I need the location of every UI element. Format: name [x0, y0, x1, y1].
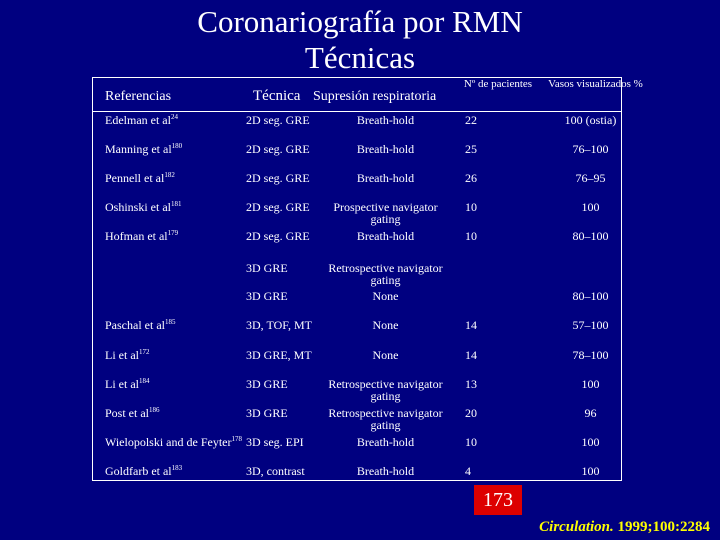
reference-name: Edelman et al: [105, 113, 171, 127]
table-cell-respiratory-suppression: Breath-hold: [356, 113, 415, 127]
header-divider: [93, 111, 621, 112]
table-cell-reference: [105, 349, 149, 361]
reference-number: 182: [164, 171, 175, 179]
table-cell-vessels: 100: [581, 464, 600, 478]
reference-number: 24: [170, 113, 178, 121]
table-cell-technique: 3D, contrast: [246, 464, 305, 478]
table-cell-respiratory-suppression: Breath-hold: [356, 171, 415, 185]
slide-title-line2: Técnicas: [304, 40, 416, 75]
table-cell-reference: [105, 172, 175, 184]
table-cell-vessels: 76–95: [575, 171, 606, 185]
techniques-table: [92, 77, 643, 481]
page-number-badge: 173: [474, 485, 522, 515]
table-cell-vessels: 76–100: [572, 142, 609, 156]
table-cell-technique: 3D GRE: [246, 377, 288, 391]
table-cell-vessels: 80–100: [572, 229, 609, 243]
reference-number: 184: [138, 377, 150, 385]
table-cell-technique: 2D seg. GRE: [246, 171, 310, 185]
table-cell-patients: 26: [465, 171, 477, 185]
reference-name: Pennell et al: [105, 171, 165, 185]
table-cell-reference: [105, 465, 182, 477]
table-cell-respiratory-suppression: Breath-hold: [356, 229, 415, 243]
reference-name: Goldfarb et al: [105, 464, 172, 478]
table-cell-vessels: 100 (ostia): [564, 113, 617, 127]
table-cell-reference: [105, 407, 160, 419]
reference-number: 178: [231, 435, 242, 443]
table-cell-technique: 3D GRE: [246, 289, 288, 303]
table-cell-patients: 20: [465, 406, 477, 420]
table-cell-technique: 3D GRE: [246, 406, 288, 420]
table-cell-vessels: 78–100: [572, 348, 609, 362]
table-cell-respiratory-suppression: None: [372, 318, 399, 332]
header-supresion: Supresión respiratoria: [313, 89, 437, 104]
table-cell-technique: 2D seg. GRE: [246, 229, 310, 243]
citation-journal: Circulation.: [539, 519, 614, 535]
table-cell-vessels: 100: [581, 435, 600, 449]
table-cell-respiratory-suppression: Breath-hold: [356, 464, 415, 478]
table-cell-respiratory-suppression: Retrospective navigator gating: [328, 406, 443, 432]
reference-number: 186: [149, 406, 160, 414]
table-cell-reference: [105, 436, 245, 448]
citation: [539, 519, 710, 536]
reference-number: 181: [171, 200, 182, 208]
reference-name: Li et al: [105, 348, 139, 362]
table-cell-patients: 14: [465, 318, 477, 332]
reference-name: Wielopolski and de Feyter: [105, 435, 232, 449]
table-cell-technique: 3D, TOF, MT: [246, 318, 312, 332]
table-cell-patients: 22: [465, 113, 477, 127]
table-cell-respiratory-suppression: Prospective navigator gating: [333, 200, 438, 226]
table-cell-patients: 10: [465, 229, 477, 243]
table-cell-respiratory-suppression: Breath-hold: [356, 435, 415, 449]
reference-name: Hofman et al: [105, 229, 168, 243]
reference-number: 183: [171, 464, 183, 472]
table-cell-reference: [105, 114, 178, 126]
table-cell-respiratory-suppression: None: [372, 348, 399, 362]
reference-name: Post et al: [105, 406, 149, 420]
table-cell-technique: 2D seg. GRE: [246, 113, 310, 127]
reference-number: 185: [164, 318, 176, 326]
table-cell-reference: [105, 378, 149, 390]
header-referencias: Referencias: [105, 89, 172, 104]
citation-details: 1999;100:2284: [613, 519, 710, 535]
table-cell-vessels: 100: [581, 377, 600, 391]
table-cell-reference: [105, 319, 175, 331]
table-cell-patients: 4: [465, 464, 471, 478]
header-tecnica: Técnica: [253, 88, 301, 104]
table-cell-respiratory-suppression: Breath-hold: [356, 142, 415, 156]
table-cell-respiratory-suppression: None: [372, 289, 399, 303]
reference-number: 180: [171, 142, 183, 150]
table-cell-patients: 14: [465, 348, 477, 362]
reference-name: Manning et al: [105, 142, 172, 156]
reference-name: Paschal et al: [105, 318, 165, 332]
table-cell-vessels: 96: [584, 406, 597, 420]
table-cell-respiratory-suppression: Retrospective navigator gating: [328, 377, 443, 403]
table-cell-patients: 10: [465, 200, 477, 214]
table-cell-reference: [105, 230, 178, 242]
table-cell-technique: 2D seg. GRE: [246, 200, 310, 214]
reference-name: Li et al: [105, 377, 139, 391]
table-cell-patients: 25: [465, 142, 477, 156]
table-cell-patients: 10: [465, 435, 477, 449]
header-vasos: Vasos visualizados %: [548, 78, 643, 90]
header-pacientes: Nº de pacientes: [463, 78, 533, 90]
reference-number: 179: [167, 229, 179, 237]
table-cell-technique: 2D seg. GRE: [246, 142, 310, 156]
table-cell-vessels: 57–100: [572, 318, 609, 332]
table-cell-respiratory-suppression: Retrospective navigator gating: [328, 261, 443, 287]
slide-title-line1: Coronariografía por RMN: [197, 4, 523, 39]
table-cell-patients: 13: [465, 377, 477, 391]
reference-name: Oshinski et al: [105, 200, 171, 214]
table-cell-technique: 3D GRE: [246, 261, 288, 275]
table-cell-vessels: 100: [581, 200, 600, 214]
reference-number: 172: [138, 348, 150, 356]
table-cell-reference: [105, 201, 182, 213]
table-cell-reference: [105, 143, 182, 155]
table-cell-vessels: 80–100: [572, 289, 609, 303]
table-cell-technique: 3D GRE, MT: [246, 348, 312, 362]
table-cell-technique: 3D seg. EPI: [246, 435, 304, 449]
